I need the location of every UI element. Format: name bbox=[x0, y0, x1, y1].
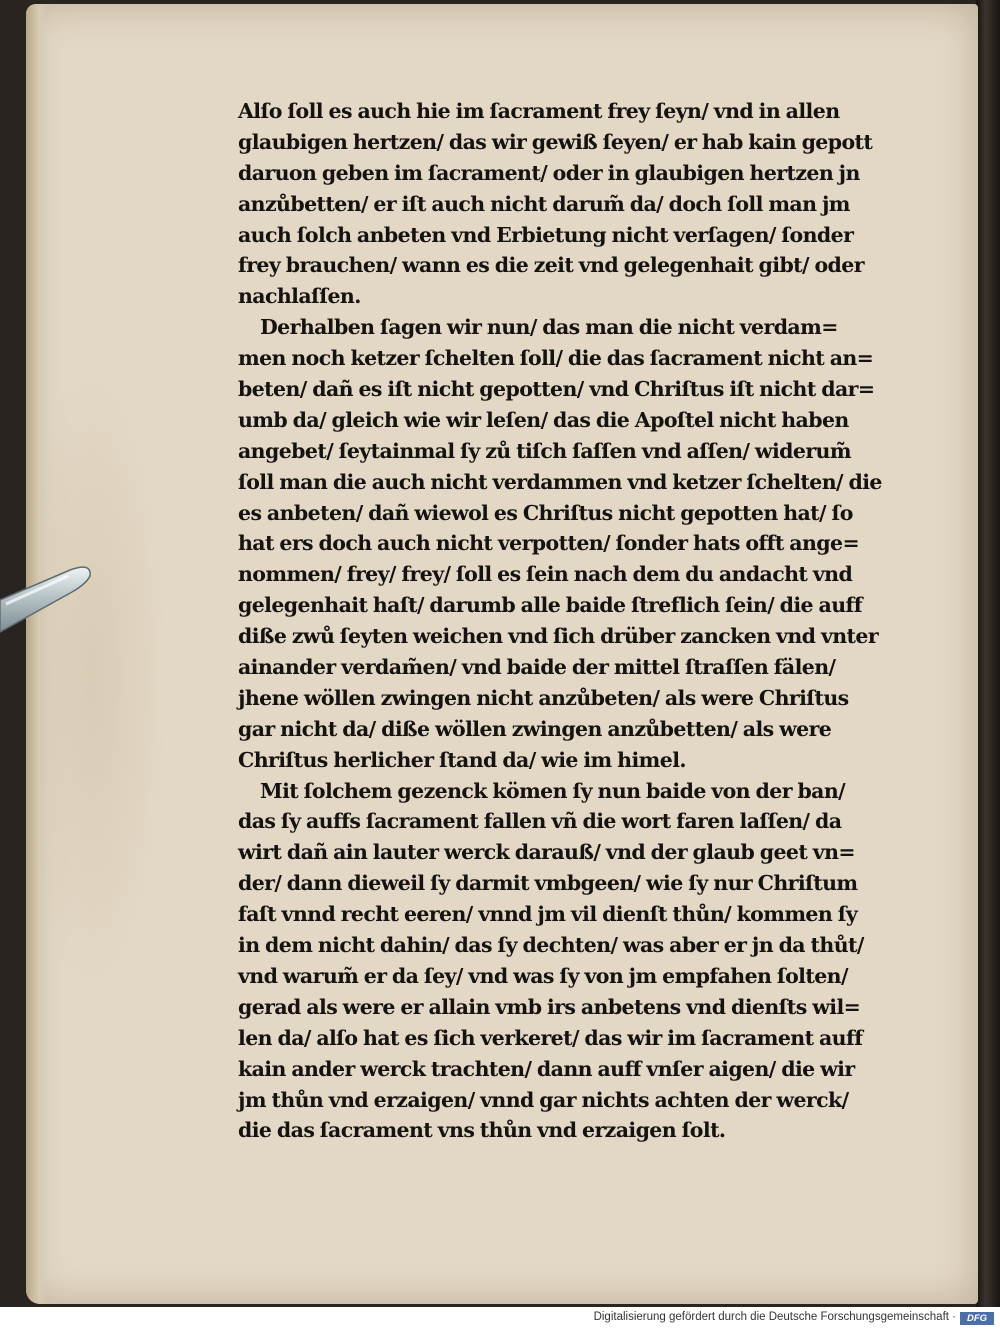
text-line: gar nicht da/ diße wöllen zwingen anzůbetten/ als were bbox=[238, 716, 832, 741]
text-line: Mit ſolchem gezenck kömen ſy nun baide von der ban/ bbox=[260, 778, 846, 803]
text-line: ſoll man die auch nicht verdammen vnd ketzer ſchelten/ die bbox=[238, 469, 882, 494]
text-line: frey brauchen/ wann es die zeit vnd gelegenhait gibt/ oder bbox=[238, 253, 864, 278]
text-line: anzůbetten/ er iſt auch nicht darum̃ da/ doch ſoll man jm bbox=[238, 191, 850, 216]
text-line: Alſo ſoll es auch hie im ſacrament frey ſeyn/ vnd in allen bbox=[238, 99, 840, 123]
text-line: umb da/ gleich wie wir leſen/ das die Apoſtel nicht haben bbox=[238, 407, 849, 432]
text-line: vnd warum̃ er da ſey/ vnd was ſy von jm empfahen ſolten/ bbox=[238, 963, 848, 988]
text-line: jhene wöllen zwingen nicht anzůbeten/ als were Chriſtus bbox=[238, 685, 849, 710]
footer-bar bbox=[0, 1307, 1000, 1329]
text-line: auch ſolch anbeten vnd Erbietung nicht verſagen/ ſonder bbox=[238, 222, 854, 247]
text-line: gerad als were er allain vmb irs anbetens vnd dienſts wil= bbox=[238, 994, 861, 1019]
text-line: nommen/ frey/ frey/ ſoll es ſein nach dem du andacht vnd bbox=[238, 562, 853, 587]
document-body bbox=[238, 96, 918, 1146]
text-line: glaubigen hertzen/ das wir gewiß ſeyen/ er hab kain gepott bbox=[238, 129, 873, 154]
dfg-logo: DFG bbox=[960, 1312, 994, 1325]
text-line: diße zwů ſeyten weichen vnd ſich drüber zancken vnd vnter bbox=[238, 624, 879, 649]
text-line: kain ander werck trachten/ dann auff vnſer aigen/ die wir bbox=[238, 1056, 855, 1081]
text-line: len da/ alſo hat es ſich verkeret/ das wir im ſacrament auff bbox=[238, 1025, 863, 1050]
text-line: es anbeten/ dañ wiewol es Chriſtus nicht gepotten hat/ ſo bbox=[238, 500, 853, 525]
text-line: die das ſacrament vns thůn vnd erzaigen ſolt. bbox=[238, 1118, 726, 1143]
text-line: jm thůn vnd erzaigen/ vnnd gar nichts achten der werck/ bbox=[238, 1087, 849, 1112]
text-line: in dem nicht dahin/ das ſy dechten/ was aber er jn da thůt/ bbox=[238, 933, 864, 958]
text-line: der/ dann dieweil ſy darmit vmbgeen/ wie ſy nur Chriſtum bbox=[238, 871, 858, 896]
text-line: nachlaſſen. bbox=[238, 284, 361, 309]
text-line: das ſy auffs ſacrament fallen vñ die wort faren laſſen/ da bbox=[238, 809, 842, 834]
funding-credit: Digitalisierung gefördert durch die Deutsche Forschungsgemeinschaft · bbox=[593, 1311, 956, 1323]
text-line: faſt vnnd recht eeren/ vnnd jm vil dienſt thůn/ kommen ſy bbox=[238, 902, 858, 927]
book-board-edge bbox=[976, 0, 1000, 1307]
pen-pointer-icon bbox=[0, 560, 94, 640]
text-line: wirt dañ ain lauter werck darauß/ vnd der glaub geet vn= bbox=[238, 840, 855, 865]
text-line: Derhalben ſagen wir nun/ das man die nicht verdam= bbox=[260, 315, 838, 340]
text-line: beten/ dañ es iſt nicht gepotten/ vnd Chriſtus iſt nicht dar= bbox=[238, 377, 875, 402]
text-line: men noch ketzer ſchelten ſoll/ die das ſacrament nicht an= bbox=[238, 346, 874, 371]
text-line: hat ers doch auch nicht verpotten/ ſonder hats offt ange= bbox=[238, 531, 860, 556]
paper-stain bbox=[40, 360, 170, 1000]
text-line: daruon geben im ſacrament/ oder in glaubigen hertzen jn bbox=[238, 160, 860, 185]
text-line: angebet/ ſeytainmal ſy zů tiſch ſaſſen vnd aſſen/ widerum̃ bbox=[238, 438, 851, 463]
text-line: ainander verdam̃en/ vnd baide der mittel ſtraſſen fälen/ bbox=[238, 655, 836, 680]
text-line: Chriſtus herlicher ſtand da/ wie im himel. bbox=[238, 747, 686, 772]
text-line: gelegenhait haſt/ darumb alle baide ſtreflich ſein/ die auff bbox=[238, 593, 862, 618]
